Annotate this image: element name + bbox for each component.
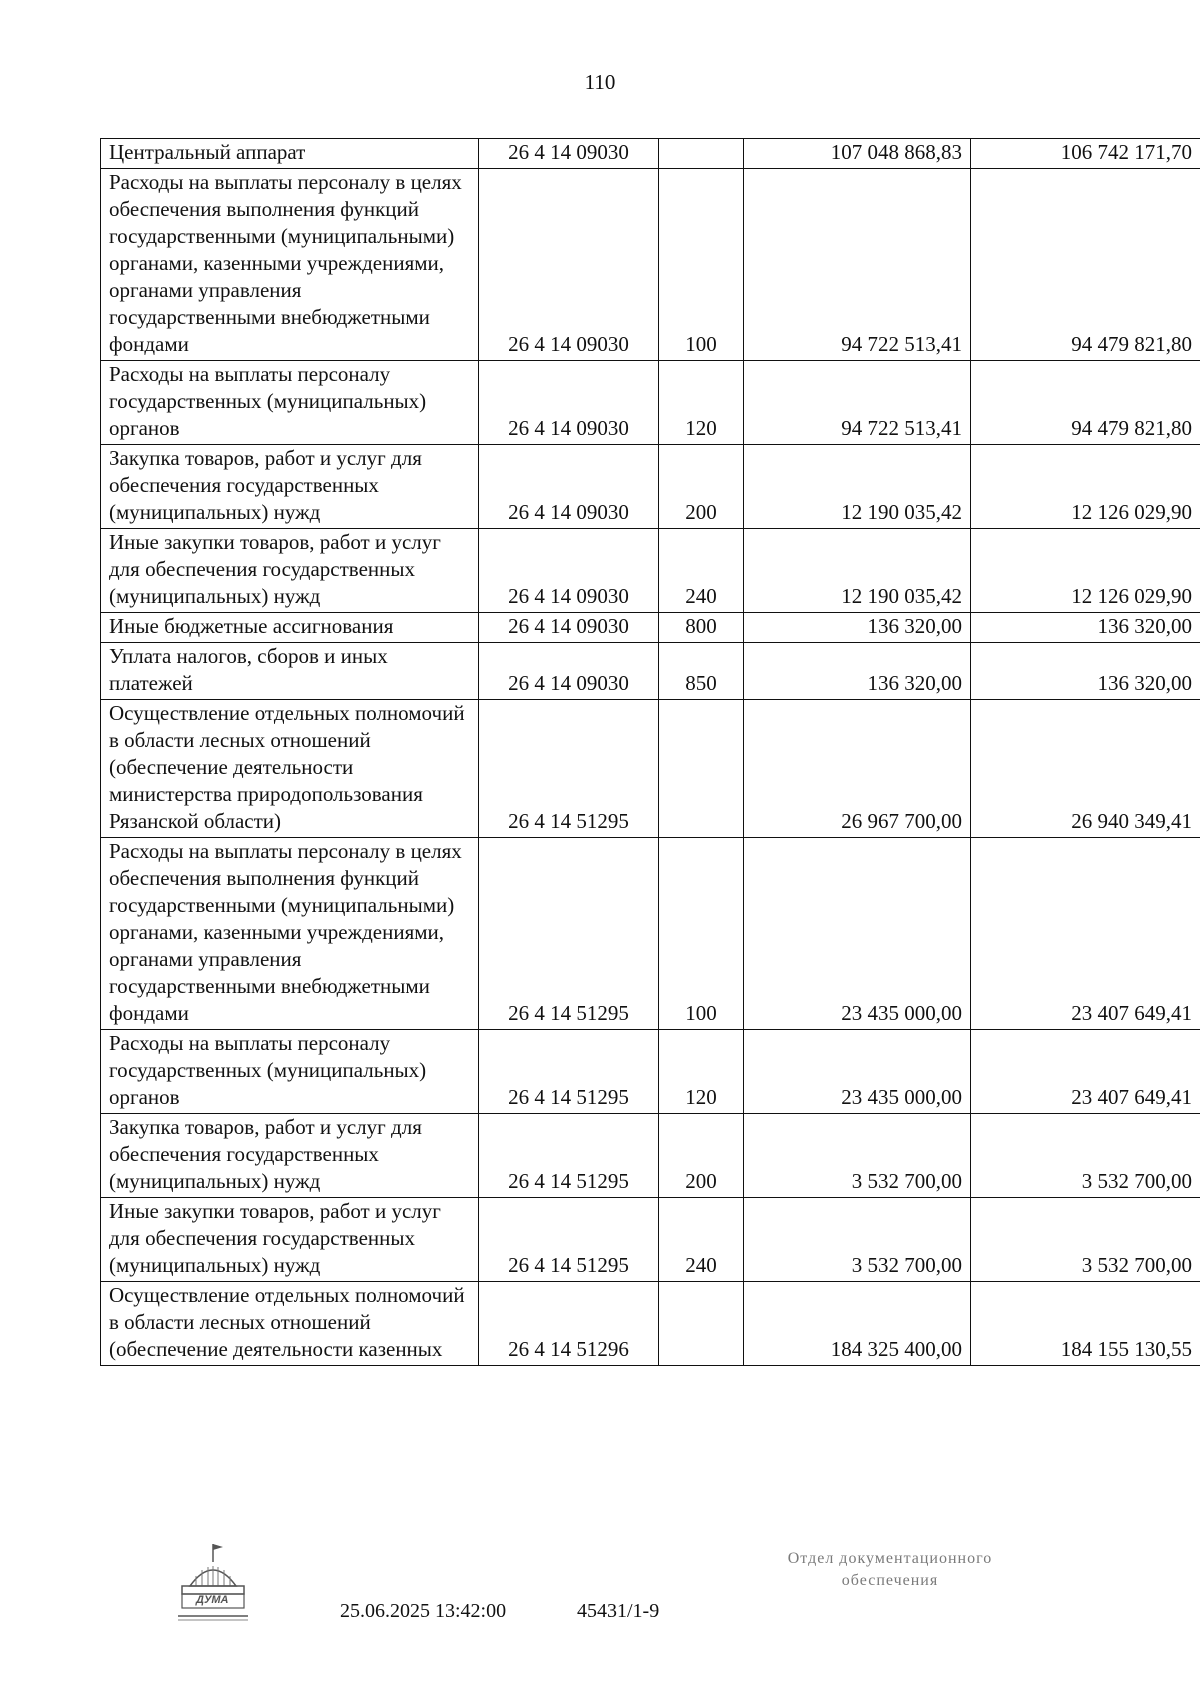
row-value-2: 23 407 649,41: [971, 838, 1200, 1030]
row-value-1: 26 967 700,00: [744, 700, 971, 838]
footer-doc-number: 45431/1-9: [577, 1600, 660, 1622]
row-name: Центральный аппарат: [101, 139, 479, 169]
row-type: [659, 139, 744, 169]
row-value-1: 94 722 513,41: [744, 361, 971, 445]
row-type: [659, 700, 744, 838]
row-value-1: 3 532 700,00: [744, 1114, 971, 1198]
row-value-2: 136 320,00: [971, 643, 1200, 700]
row-code: 26 4 14 51295: [479, 1114, 659, 1198]
row-type: 240: [659, 1198, 744, 1282]
row-code: 26 4 14 09030: [479, 361, 659, 445]
duma-logo: [170, 1540, 256, 1626]
row-value-2: 3 532 700,00: [971, 1198, 1200, 1282]
row-type: 200: [659, 1114, 744, 1198]
row-value-2: 23 407 649,41: [971, 1030, 1200, 1114]
row-type: 850: [659, 643, 744, 700]
row-value-1: 184 325 400,00: [744, 1282, 971, 1366]
table-row: [101, 361, 1200, 445]
table-row: [101, 1198, 1200, 1282]
row-value-1: 12 190 035,42: [744, 445, 971, 529]
row-code: 26 4 14 09030: [479, 445, 659, 529]
row-type: 800: [659, 613, 744, 643]
row-code: 26 4 14 51295: [479, 838, 659, 1030]
row-value-1: 136 320,00: [744, 643, 971, 700]
page-footer: [0, 1540, 1200, 1660]
table-row: [101, 700, 1200, 838]
row-value-2: 12 126 029,90: [971, 445, 1200, 529]
row-value-2: 12 126 029,90: [971, 529, 1200, 613]
row-name: Осуществление отдельных полномочий в области лесных отношений (обеспечение деятельности министерства природопользования Рязанской области): [101, 700, 479, 838]
row-name: Уплата налогов, сборов и иных платежей: [101, 643, 479, 700]
row-code: 26 4 14 09030: [479, 613, 659, 643]
row-type: 100: [659, 169, 744, 361]
row-name: Осуществление отдельных полномочий в области лесных отношений (обеспечение деятельности казенных: [101, 1282, 479, 1366]
row-code: 26 4 14 09030: [479, 529, 659, 613]
row-code: 26 4 14 51295: [479, 1030, 659, 1114]
row-name: Закупка товаров, работ и услуг для обеспечения государственных (муниципальных) нужд: [101, 1114, 479, 1198]
department-stamp: [740, 1548, 1040, 1592]
row-value-1: 94 722 513,41: [744, 169, 971, 361]
row-type: 120: [659, 1030, 744, 1114]
duma-logo-text: ДУМА: [196, 1594, 229, 1606]
row-name: Иные закупки товаров, работ и услуг для обеспечения государственных (муниципальных) нужд: [101, 529, 479, 613]
row-value-1: 23 435 000,00: [744, 838, 971, 1030]
row-code: 26 4 14 51295: [479, 1198, 659, 1282]
row-name: Иные бюджетные ассигнования: [101, 613, 479, 643]
table-row: [101, 445, 1200, 529]
table-row: [101, 139, 1200, 169]
row-code: 26 4 14 51295: [479, 700, 659, 838]
row-type: 120: [659, 361, 744, 445]
budget-table-body: [101, 139, 1200, 1366]
budget-table: [100, 138, 1200, 1366]
row-value-1: 3 532 700,00: [744, 1198, 971, 1282]
row-value-2: 94 479 821,80: [971, 169, 1200, 361]
row-value-2: 94 479 821,80: [971, 361, 1200, 445]
duma-building-icon: [170, 1540, 256, 1626]
row-value-2: 106 742 171,70: [971, 139, 1200, 169]
table-row: [101, 529, 1200, 613]
row-value-2: 184 155 130,55: [971, 1282, 1200, 1366]
row-name: Расходы на выплаты персоналу государственных (муниципальных) органов: [101, 361, 479, 445]
row-value-1: 136 320,00: [744, 613, 971, 643]
row-value-2: 26 940 349,41: [971, 700, 1200, 838]
row-type: [659, 1282, 744, 1366]
row-code: 26 4 14 09030: [479, 643, 659, 700]
table-row: [101, 1030, 1200, 1114]
row-code: 26 4 14 09030: [479, 139, 659, 169]
row-value-1: 12 190 035,42: [744, 529, 971, 613]
stamp-line-1: Отдел документационного: [787, 1550, 993, 1567]
row-name: Иные закупки товаров, работ и услуг для обеспечения государственных (муниципальных) нужд: [101, 1198, 479, 1282]
row-type: 200: [659, 445, 744, 529]
row-code: 26 4 14 51296: [479, 1282, 659, 1366]
row-name: Закупка товаров, работ и услуг для обеспечения государственных (муниципальных) нужд: [101, 445, 479, 529]
row-value-1: 107 048 868,83: [744, 139, 971, 169]
row-value-2: 136 320,00: [971, 613, 1200, 643]
table-row: [101, 613, 1200, 643]
row-name: Расходы на выплаты персоналу государственных (муниципальных) органов: [101, 1030, 479, 1114]
table-row: [101, 1114, 1200, 1198]
row-name: Расходы на выплаты персоналу в целях обеспечения выполнения функций государственными (муниципальными) органами, казенными учреждениями, органами управления государственными внебюджетными фондами: [101, 169, 479, 361]
table-row: [101, 1282, 1200, 1366]
table-row: [101, 643, 1200, 700]
page-number: 110: [584, 70, 616, 94]
stamp-line-2: обеспечения: [841, 1572, 939, 1589]
row-type: 240: [659, 529, 744, 613]
footer-date: 25.06.2025 13:42:00: [340, 1600, 507, 1622]
row-code: 26 4 14 09030: [479, 169, 659, 361]
table-row: [101, 169, 1200, 361]
row-value-2: 3 532 700,00: [971, 1114, 1200, 1198]
row-value-1: 23 435 000,00: [744, 1030, 971, 1114]
row-type: 100: [659, 838, 744, 1030]
row-name: Расходы на выплаты персоналу в целях обеспечения выполнения функций государственными (муниципальными) органами, казенными учреждениями, органами управления государственными внебюджетными фондами: [101, 838, 479, 1030]
table-row: [101, 838, 1200, 1030]
